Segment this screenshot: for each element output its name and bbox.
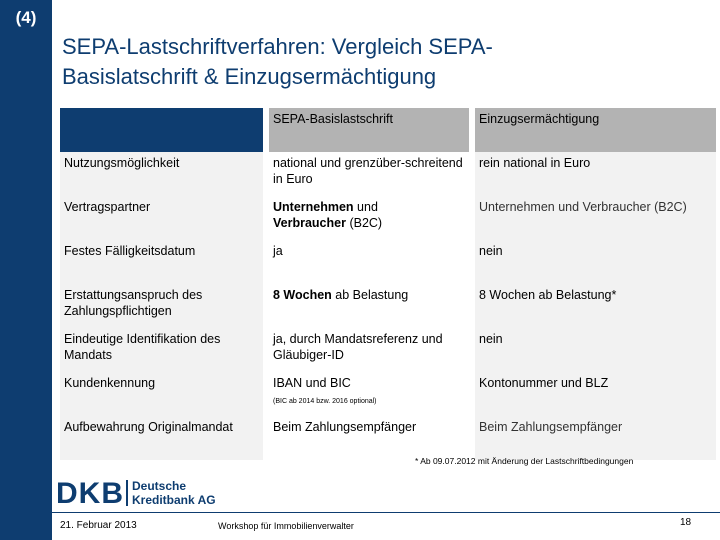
logo-brand: DKB [56,477,124,510]
row-einzug-value: nein [472,328,716,372]
row-sepa-value: national und grenzüber-schreitend in Euro [266,152,472,196]
row-label: Eindeutige Identifikation des Mandats [60,328,266,372]
table-header-empty [60,108,266,152]
title-line-2: Basislatschrift & Einzugsermächtigung [62,64,437,89]
row-einzug-value: Unternehmen und Verbraucher (B2C) [472,196,716,240]
row-label: Erstattungsanspruch des Zahlungspflichtigen [60,284,266,328]
table-row [60,284,716,328]
row-sepa-value: Beim Zahlungsempfänger [266,416,472,460]
row-sepa-value [266,196,472,240]
logo-text [132,479,216,507]
footnote: * Ab 09.07.2012 mit Änderung der Lastschriftbedingungen [415,456,634,466]
page-number: 18 [680,517,692,528]
plain-text: und [353,200,378,214]
bold-text: Unternehmen [273,200,354,214]
row-sepa-value [266,372,472,416]
sidebar-band [0,0,52,540]
row-label: Nutzungsmöglichkeit [60,152,266,196]
footer-date: 21. Februar 2013 [60,520,137,531]
footer-divider [52,512,720,513]
plain-text: ab Belastung [331,288,409,302]
table-row [60,416,716,460]
bold-text: Verbraucher [273,216,346,230]
logo-line-1: Deutsche [132,479,187,493]
plain-text: IBAN und BIC [273,376,351,390]
row-label: Festes Fälligkeitsdatum [60,240,266,284]
table-row [60,196,716,240]
row-einzug-value: 8 Wochen ab Belastung* [472,284,716,328]
row-einzug-value: rein national in Euro [472,152,716,196]
slide-title [62,32,712,92]
dkb-logo [52,476,220,510]
table-row [60,240,716,284]
table-header-einzug: Einzugsermächtigung [472,108,716,152]
row-sepa-value: ja [266,240,472,284]
footer-event: Workshop für Immobilienverwalter [218,521,354,531]
table-row [60,152,716,196]
table-row [60,328,716,372]
table-header-row [60,108,716,152]
row-einzug-value: nein [472,240,716,284]
comparison-table [60,108,716,460]
title-line-1: SEPA-Lastschriftverfahren: Vergleich SEPA- [62,34,493,59]
logo-line-2: Kreditbank AG [132,493,216,507]
row-einzug-value: Kontonummer und BLZ [472,372,716,416]
slide-number-badge: (4) [15,8,37,27]
row-sepa-value [266,284,472,328]
row-label: Aufbewahrung Originalmandat [60,416,266,460]
logo-separator [126,480,128,506]
table-row [60,372,716,416]
plain-text: (B2C) [345,216,383,230]
row-sepa-value: ja, durch Mandatsreferenz und Gläubiger-ID [266,328,472,372]
small-note: (BIC ab 2014 bzw. 2016 optional) [273,398,377,405]
row-einzug-value: Beim Zahlungsempfänger [472,416,716,460]
row-label: Kundenkennung [60,372,266,416]
row-label: Vertragspartner [60,196,266,240]
table-header-sepa: SEPA-Basislastschrift [266,108,472,152]
bold-text: 8 Wochen [273,288,332,302]
